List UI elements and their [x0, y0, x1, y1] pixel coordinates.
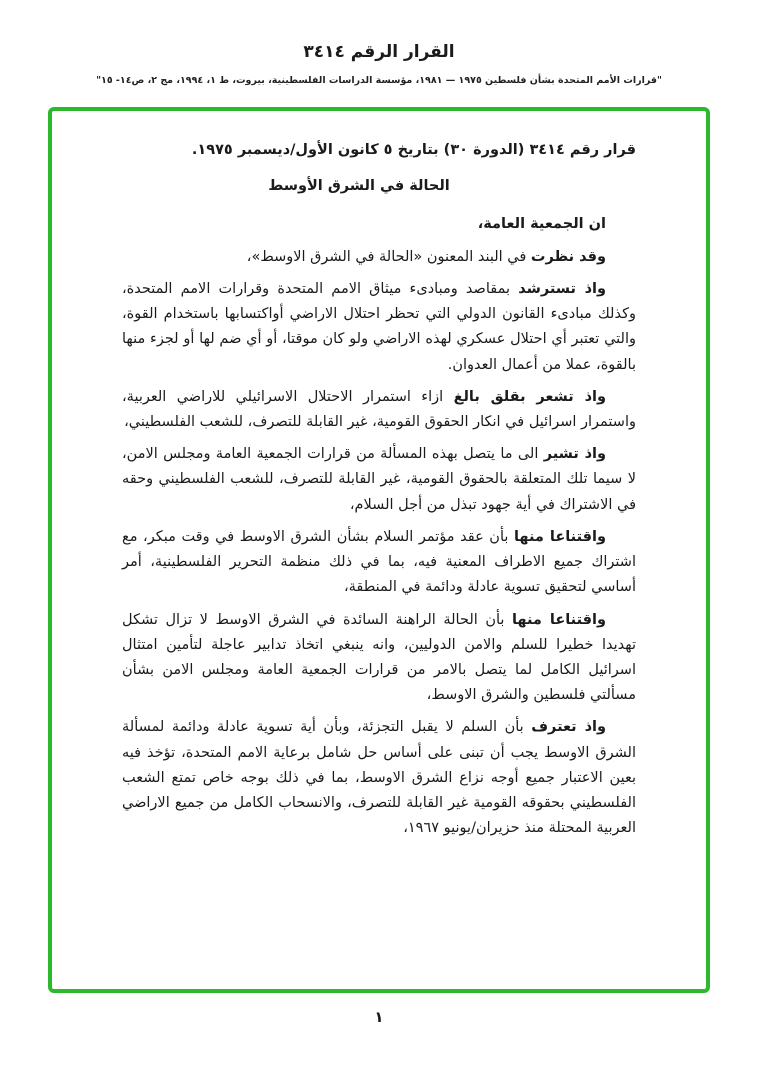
citation-line: "قرارات الأمم المتحدة بشأن فلسطين ١٩٧٥ — ١٩٨١، مؤسسة الدراسات الفلسطينية، بيروت، ط ١، ١٩٩٤، مج ٢، ص١٤- ١٥" — [96, 75, 662, 86]
paragraph — [122, 212, 636, 237]
resolution-intro — [122, 138, 636, 163]
page-number: ١ — [374, 1008, 384, 1026]
paragraph-lead: واذ تشير — [543, 446, 606, 463]
paragraph-lead: وقد نظرت — [530, 248, 606, 265]
paragraph-lead: ان الجمعية العامة، — [477, 216, 606, 233]
paragraph-lead: واذ تعترف — [531, 719, 607, 736]
paragraph-lead: واذ تشعر بقلق بالغ — [453, 388, 606, 405]
paragraph-text: في البند المعنون «الحالة في الشرق الاوسط»، — [246, 248, 527, 265]
paragraph — [122, 245, 636, 270]
section-heading — [122, 174, 596, 199]
paragraph-text: بأن السلم لا يقبل التجزئة، وبأن أية تسوية عادلة ودائمة لمسألة الشرق الاوسط يجب أن تبنى على أساس حل شامل برعاية الامم المتحدة، تؤخذ فيه بعين الاعتبار جميع أوجه نزاع الشرق الاوسط، بما في ذلك بوجه خاص تمتع الشعب الفلسطيني بحقوقه القومية غير القابلة للتصرف، والانسحاب الكامل من جميع الاراضي العربية المحتلة منذ حزيران/يونيو ١٩٦٧، — [122, 719, 636, 837]
paragraph-text: بأن عقد مؤتمر السلام بشأن الشرق الاوسط في وقت مبكر، مع اشتراك جميع الاطراف المعنية فيه، بما في ذلك منظمة التحرير الفلسطينية، أمر أساسي لتحقيق تسوية عادلة ودائمة في المنطقة، — [122, 528, 636, 596]
page-title: القرار الرقم ٣٤١٤ — [303, 42, 455, 62]
paragraph — [122, 385, 636, 435]
paragraph — [122, 277, 636, 378]
resolution-body — [122, 138, 636, 841]
resolution-intro-text: قرار رقم ٣٤١٤ (الدورة ٣٠) بتاريخ ٥ كانون الأول/ديسمبر ١٩٧٥. — [191, 142, 636, 158]
paragraph-text: ازاء استمرار الاحتلال الاسرائيلي للاراضي العربية، واستمرار اسرائيل في انكار الحقوق القومية، غير القابلة للتصرف، للشعب الفلسطيني، — [122, 388, 636, 430]
paragraph-lead: واقتناعا منها — [511, 611, 606, 628]
paragraph-text: الى ما يتصل بهذه المسألة من قرارات الجمعية العامة ومجلس الامن، لا سيما تلك المتعلقة بالحقوق القومية، غير القابلة للتصرف، للشعب الفلسطيني وحقه في الاشتراك في أية جهود تبذل من أجل السلام، — [122, 446, 636, 513]
paragraph — [122, 715, 636, 841]
document-header — [0, 0, 758, 86]
section-heading-text: الحالة في الشرق الأوسط — [268, 178, 450, 195]
paragraph — [122, 525, 636, 601]
paragraph-lead: واذ تسترشد — [518, 280, 607, 297]
resolution-border-box — [48, 107, 710, 993]
paragraph — [122, 608, 636, 709]
paragraph-text: بمقاصد ومبادىء ميثاق الامم المتحدة وقرارات الامم المتحدة، وكذلك مبادىء القانون الدولي التي تحظر احتلال الاراضي أواكتسابها باستخدام القوة، والتي تعتبر أي احتلال عسكري لهذه الاراضي ولو كان موقتا، أو أي ضم لها أو لجزء منها بالقوة، عملا من أعمال العدوان. — [122, 280, 636, 373]
paragraph-lead: واقتناعا منها — [513, 528, 606, 545]
paragraph-text: بأن الحالة الراهنة السائدة في الشرق الاوسط لا تزال تشكل تهديدا خطيرا للسلم والامن الدوليين، وانه ينبغي اتخاذ تدابير عاجلة لتأمين امتثال اسرائيل الكامل لما يتصل بالامر من قرارات الجمعية العامة ومجلس الامن بشأن مسألتي فلسطين والشرق الاوسط، — [122, 611, 636, 704]
paragraph — [122, 442, 636, 518]
